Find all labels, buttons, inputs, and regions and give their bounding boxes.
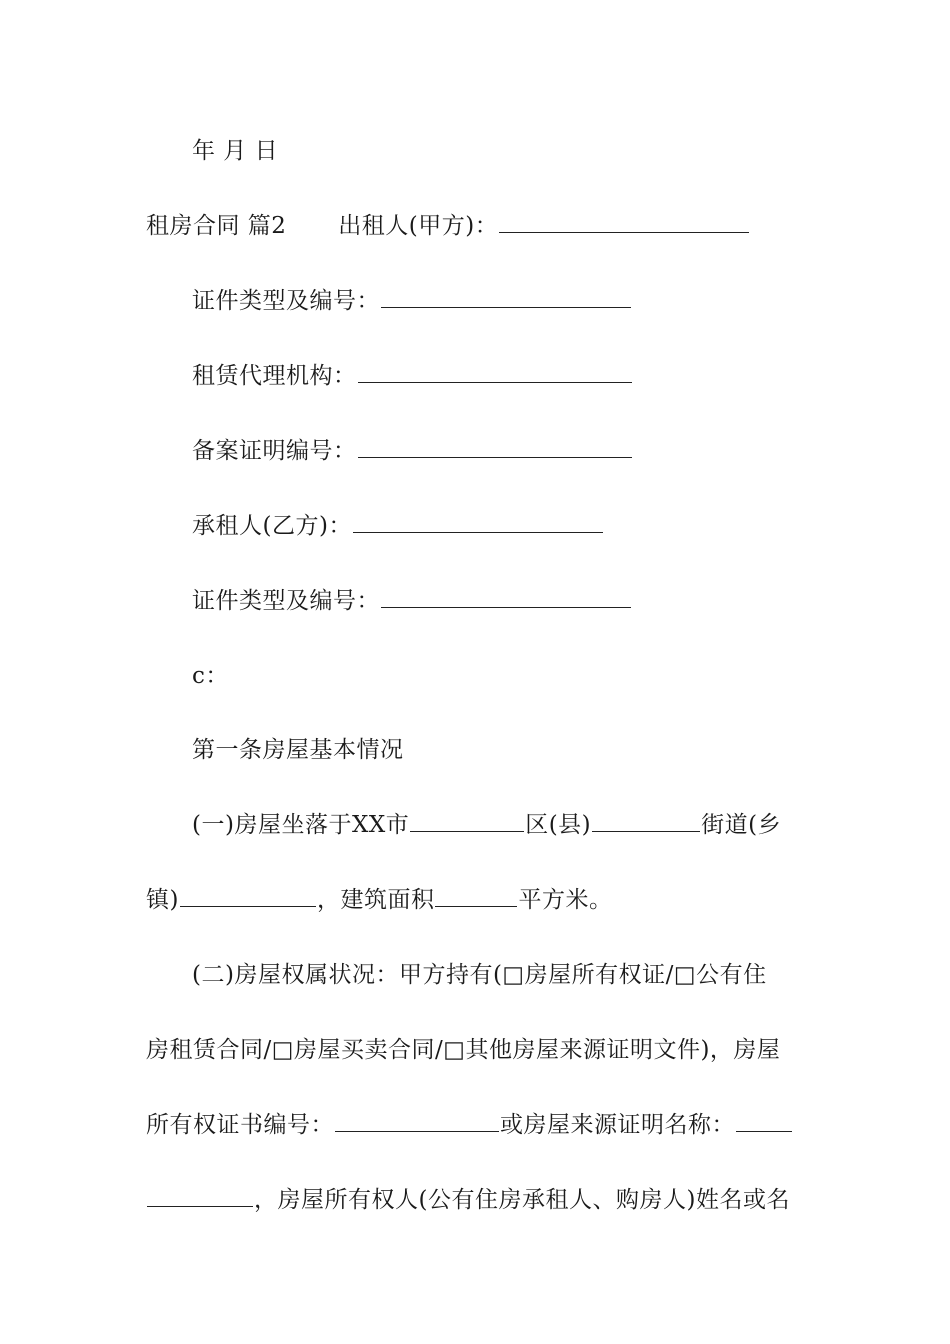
source-doc-blank	[736, 1111, 792, 1132]
lessor-line	[146, 211, 750, 241]
lessee-blank	[353, 512, 603, 533]
location-part6: 平方米。	[518, 887, 613, 913]
district-blank	[410, 811, 524, 832]
filing-blank	[358, 437, 632, 458]
filing-line	[192, 436, 633, 466]
ownership-line-3	[146, 1110, 793, 1140]
filing-label: 备案证明编号：	[192, 438, 357, 464]
ownership-line-1: (二)房屋权属状况：甲方持有(□房屋所有权证/□公有住	[192, 962, 767, 988]
contract-heading: 租房合同 篇2	[146, 213, 287, 239]
agency-line	[192, 361, 633, 391]
date-line: 年 月 日	[192, 138, 279, 164]
lessor-id-line	[192, 286, 632, 316]
street-blank	[592, 811, 700, 832]
lessor-blank	[499, 212, 749, 233]
lessee-id-label: 证件类型及编号：	[192, 588, 380, 614]
agency-blank	[358, 362, 632, 383]
source-doc-label: 或房屋来源证明名称：	[500, 1112, 735, 1138]
location-part5: ，建筑面积	[316, 887, 435, 913]
ownership-line-2: 房租赁合同/□房屋买卖合同/□其他房屋来源证明文件)，房屋	[146, 1037, 781, 1063]
ownership-line-4	[146, 1185, 790, 1215]
cert-number-blank	[335, 1111, 499, 1132]
area-blank	[435, 886, 517, 907]
location-part2: 区(县)	[525, 812, 592, 838]
agency-label: 租赁代理机构：	[192, 363, 357, 389]
source-doc-blank-cont	[147, 1186, 253, 1207]
lessor-id-blank	[381, 287, 631, 308]
article1-title: 第一条房屋基本情况	[192, 737, 404, 763]
location-line-1	[192, 810, 781, 840]
location-part3: 街道(乡	[701, 812, 782, 838]
location-line-2	[146, 885, 612, 915]
lessee-id-line	[192, 586, 632, 616]
cert-number-label: 所有权证书编号：	[146, 1112, 334, 1138]
lessor-label: 出租人(甲方)：	[338, 213, 499, 239]
c-line: c：	[192, 663, 229, 689]
lessee-label: 承租人(乙方)：	[192, 513, 352, 539]
town-blank	[180, 886, 316, 907]
location-part1: (一)房屋坐落于XX市	[192, 812, 410, 838]
owner-name-label: ，房屋所有权人(公有住房承租人、购房人)姓名或名	[254, 1187, 790, 1213]
lessee-line	[192, 511, 604, 541]
lessee-id-blank	[381, 587, 631, 608]
location-part4: 镇)	[146, 887, 179, 913]
lessor-id-label: 证件类型及编号：	[192, 288, 380, 314]
